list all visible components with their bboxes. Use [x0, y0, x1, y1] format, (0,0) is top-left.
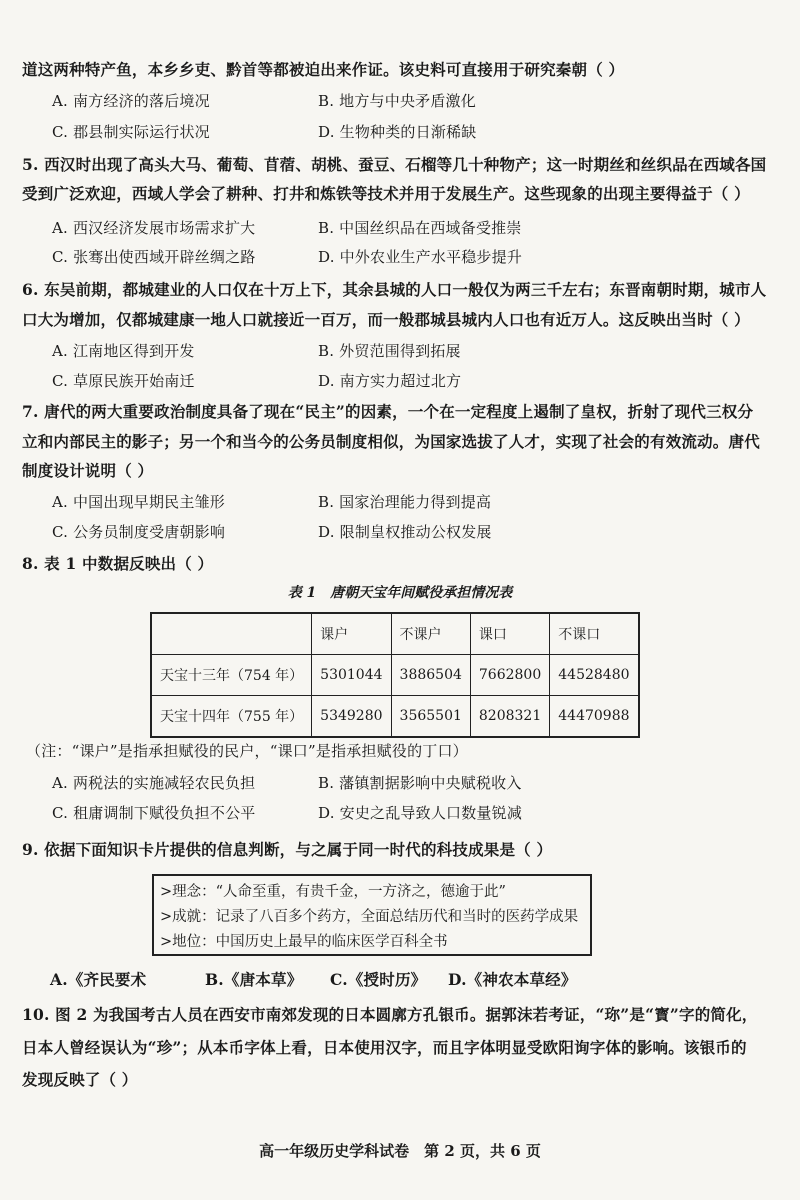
table-cell: 5301044 [312, 655, 391, 696]
table-header-cell: 课户 [312, 613, 391, 655]
q8-option-d: D. 安史之乱导致人口数量锐减 [318, 804, 523, 822]
q7-line1: 7. 唐代的两大重要政治制度具备了现在“民主”的因素，一个在一定程度上遏制了皇权，折射了现代三权分 [22, 402, 754, 421]
q5-option-a: A. 西汉经济发展市场需求扩大 [52, 219, 256, 237]
q4-option-c: C. 郡县制实际运行状况 [52, 123, 210, 141]
q8-line1: 8. 表 1 中数据反映出（ ） [22, 554, 214, 573]
q9-option-c: C.《授时历》 [330, 970, 427, 989]
table-row [151, 655, 639, 696]
q7-option-a: A. 中国出现早期民主雏形 [52, 493, 225, 511]
q9-option-a: A.《齐民要术 [50, 970, 147, 989]
q4-option-b: B. 地方与中央矛盾激化 [318, 92, 476, 110]
card-line-achievement: >成就：记录了八百多个药方，全面总结历代和当时的医药学成果 [160, 909, 579, 925]
q7-option-d: D. 限制皇权推动公权发展 [318, 523, 492, 541]
table-cell: 8208321 [470, 696, 549, 738]
q5-line2: 受到广泛欢迎，西域人学会了耕种、打井和炼铁等技术并用于发展生产。这些现象的出现主要得益于（ ） [22, 184, 750, 203]
q4-option-d: D. 生物种类的日渐稀缺 [318, 123, 477, 141]
q4-text: 道这两种特产鱼，本乡乡吏、黔首等都被迫出来作证。该史料可直接用于研究秦朝（ ） [22, 60, 625, 79]
q10-line1: 10. 图 2 为我国考古人员在西安市南郊发现的日本圆廓方孔银币。据郭沫若考证，“珎”是“寳”字的简化， [22, 1005, 758, 1024]
table-row [151, 696, 639, 738]
q6-option-c: C. 草原民族开始南迁 [52, 372, 195, 390]
q6-option-d: D. 南方实力超过北方 [318, 372, 462, 390]
q6-option-a: A. 江南地区得到开发 [52, 342, 195, 360]
table-header-row [151, 613, 639, 655]
q7-option-b: B. 国家治理能力得到提高 [318, 493, 492, 511]
q9-option-d: D.《神农本草经》 [448, 970, 577, 989]
table-header-cell [151, 613, 312, 655]
table-cell: 天宝十四年（755 年） [151, 696, 312, 738]
q9-option-b: B.《唐本草》 [205, 970, 303, 989]
table-header-cell: 不课户 [391, 613, 470, 655]
table-cell: 7662800 [470, 655, 549, 696]
table-cell: 天宝十三年（754 年） [151, 655, 312, 696]
q8-option-b: B. 藩镇割据影响中央赋税收入 [318, 774, 522, 792]
q5-option-c: C. 张骞出使西域开辟丝绸之路 [52, 248, 256, 266]
q6-option-b: B. 外贸范围得到拓展 [318, 342, 461, 360]
q7-line3: 制度设计说明（ ） [22, 461, 154, 480]
q10-line3: 发现反映了（ ） [22, 1070, 138, 1089]
q7-option-c: C. 公务员制度受唐朝影响 [52, 523, 226, 541]
table-cell: 3886504 [391, 655, 470, 696]
q5-option-d: D. 中外农业生产水平稳步提升 [318, 248, 523, 266]
table-cell: 5349280 [312, 696, 391, 738]
q9-line1: 9. 依据下面知识卡片提供的信息判断，与之属于同一时代的科技成果是（ ） [22, 840, 553, 859]
q5-line1: 5. 西汉时出现了高头大马、葡萄、苜蓿、胡桃、蚕豆、石榴等几十种物产；这一时期丝和丝织品在西域各国 [22, 155, 767, 174]
q10-line2: 日本人曾经误认为“珍”；从本币字体上看，日本使用汉字，而且字体明显受欧阳询字体的影响。该银币的 [22, 1038, 747, 1057]
q4-option-a: A. 南方经济的落后境况 [52, 92, 210, 110]
q6-line2: 口大为增加，仅都城建康一地人口就接近一百万，而一般郡城县城内人口也有近万人。这反映出当时（ ） [22, 310, 750, 329]
card-line-concept: >理念：“人命至重，有贵千金，一方济之，德逾于此” [160, 884, 506, 900]
tax-table [150, 612, 640, 738]
card-line-status: >地位：中国历史上最早的临床医学百科全书 [160, 934, 448, 950]
table-header-cell: 不课口 [550, 613, 639, 655]
q7-line2: 立和内部民主的影子；另一个和当今的公务员制度相似，为国家选拔了人才，实现了社会的有效流动。唐代 [22, 432, 760, 451]
table-header-cell: 课口 [470, 613, 549, 655]
table-cell: 3565501 [391, 696, 470, 738]
table-cell: 44528480 [550, 655, 639, 696]
q6-line1: 6. 东吴前期，都城建业的人口仅在十万上下，其余县城的人口一般仅为两三千左右；东晋南朝时期，城市人 [22, 280, 767, 299]
q5-option-b: B. 中国丝织品在西域备受推崇 [318, 219, 522, 237]
knowledge-card [152, 874, 592, 956]
table-note: （注：“课户”是指承担赋役的民户，“课口”是指承担赋役的丁口） [26, 742, 468, 760]
page-footer: 高一年级历史学科试卷 第 2 页，共 6 页 [259, 1142, 541, 1160]
q8-option-c: C. 租庸调制下赋役负担不公平 [52, 804, 256, 822]
table-caption: 表 1 唐朝天宝年间赋役承担情况表 [287, 585, 513, 601]
table-cell: 44470988 [550, 696, 639, 738]
q8-option-a: A. 两税法的实施减轻农民负担 [52, 774, 256, 792]
